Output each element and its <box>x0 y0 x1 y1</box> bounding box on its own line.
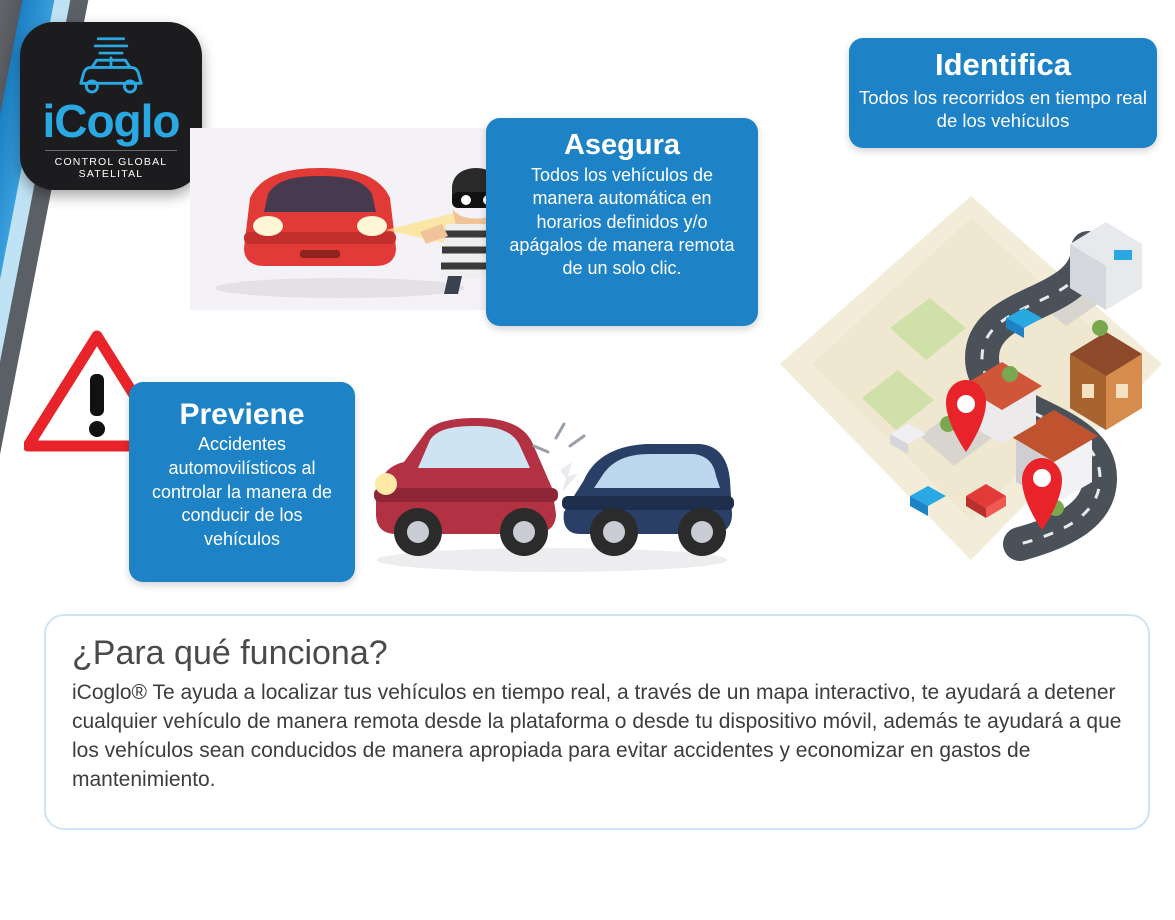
card-asegura-body: Todos los vehículos de manera automática en horarios definidos y/o apágalos de manera remota de un solo clic. <box>509 164 735 279</box>
brand-logo-badge <box>20 22 202 190</box>
card-identifica[interactable] <box>849 38 1157 148</box>
card-previene[interactable] <box>129 382 355 582</box>
card-previene-title: Previene <box>179 398 305 431</box>
card-identifica-title: Identifica <box>934 47 1072 82</box>
card-asegura-title: Asegura <box>563 129 681 161</box>
card-previene-body: Accidentes automovilísticos al controlar la manera de conducir de los vehículos <box>151 434 333 549</box>
card-identifica-body: Todos los recorridos en tiempo real de los vehículos <box>859 87 1147 132</box>
car-theft-illustration <box>190 128 520 310</box>
card-asegura[interactable] <box>486 118 758 326</box>
info-panel <box>44 614 1150 830</box>
info-panel-title: ¿Para qué funciona? <box>72 634 388 672</box>
isometric-city-map-illustration <box>770 178 1172 578</box>
info-panel-text: iCoglo® Te ayuda a localizar tus vehículos en tiempo real, a través de un mapa interactivo, te ayudará a detener cualquier vehículo de manera remota desde la plataforma o desde tu dispositivo móvil, además te ayudará a que los vehículos sean conducidos de manera apropiada para evitar accidentes y economizar en gastos de mantenimiento. <box>72 681 1122 791</box>
car-crash-illustration <box>356 384 748 584</box>
car-satellite-icon <box>63 34 159 96</box>
brand-tagline: CONTROL GLOBAL SATELITAL <box>45 150 177 180</box>
brand-name: iCoglo <box>42 95 180 147</box>
